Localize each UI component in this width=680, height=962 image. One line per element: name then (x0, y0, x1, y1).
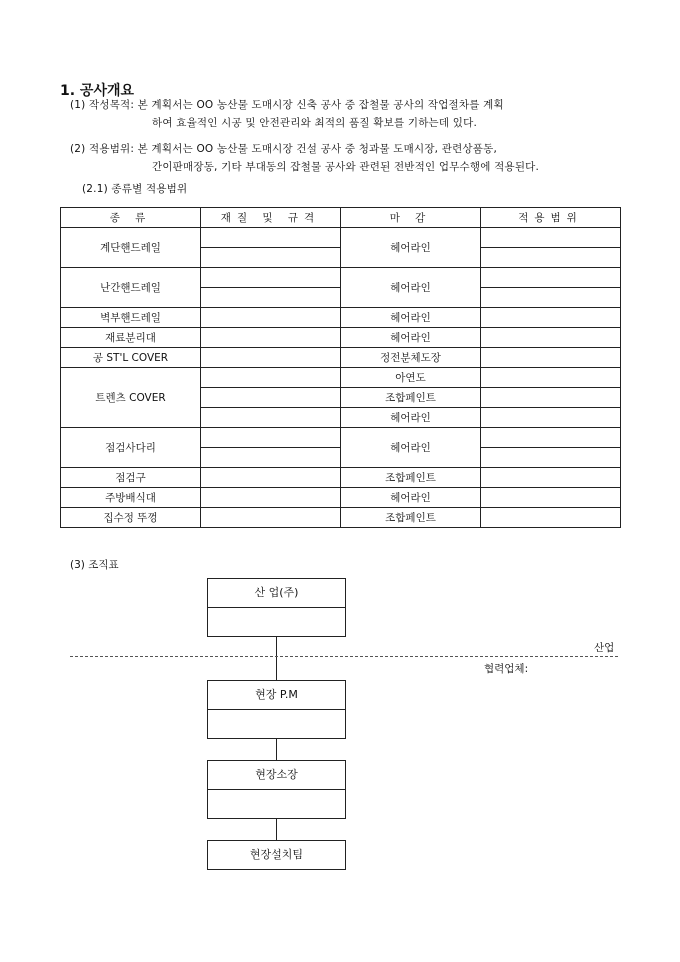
cell-kind: 집수정 뚜껑 (61, 508, 201, 528)
scope-sub-label: (2.1) 종류별 적용범위 (82, 183, 188, 195)
org-side-partner: 협력업체: (484, 663, 529, 675)
org-box-site-manager (207, 760, 346, 819)
purpose-line1: 본 계획서는 OO 농산물 도매시장 신축 공사 중 잡철물 공사의 작업절차를 계획 (137, 99, 504, 111)
table-row (61, 228, 621, 248)
cell-finish: 헤어라인 (341, 308, 481, 328)
cell-kind: 점검사다리 (61, 428, 201, 468)
org-connector (276, 738, 277, 760)
table-row (61, 468, 621, 488)
table-row (61, 348, 621, 368)
cell-kind: 난간핸드레일 (61, 268, 201, 308)
cell-finish: 헤어라인 (341, 408, 481, 428)
cell-finish: 조합페인트 (341, 468, 481, 488)
purpose-label: (1) 작성목적: (70, 99, 135, 111)
cell-finish: 조합페인트 (341, 388, 481, 408)
table-row (61, 328, 621, 348)
scope-line2: 간이판매장동, 기타 부대동의 잡철물 공사와 관련된 전반적인 업무수행에 적용된다. (152, 161, 540, 173)
org-box-install-team: 현장설치팀 (207, 840, 346, 870)
header-scope: 적용범위 (481, 208, 621, 228)
cell-finish: 헤어라인 (341, 328, 481, 348)
cell-kind: 점검구 (61, 468, 201, 488)
cell-kind: 공 ST'L COVER (61, 348, 201, 368)
scope-table (60, 207, 621, 528)
cell-kind: 벽부핸드레일 (61, 308, 201, 328)
header-spec: 재질 및 규격 (201, 208, 341, 228)
cell-finish: 조합페인트 (341, 508, 481, 528)
cell-finish: 헤어라인 (341, 428, 481, 468)
table-header-row (61, 208, 621, 228)
cell-finish: 아연도 (341, 368, 481, 388)
org-box-company (207, 578, 346, 637)
purpose-line2: 하여 효율적인 시공 및 안전관리와 최적의 품질 확보를 기하는데 있다. (152, 117, 477, 129)
cell-finish: 헤어라인 (341, 268, 481, 308)
header-kind: 종 류 (61, 208, 201, 228)
org-connector (276, 636, 277, 680)
table-row (61, 368, 621, 388)
section-title: 1. 공사개요 (60, 83, 135, 99)
header-finish: 마 감 (341, 208, 481, 228)
scope-paragraph (70, 140, 497, 158)
scope-line1: 본 계획서는 OO 농산물 도매시장 건설 공사 중 청과물 도매시장, 관련상품동, (137, 143, 497, 155)
org-connector (276, 818, 277, 840)
cell-kind: 계단핸드레일 (61, 228, 201, 268)
cell-kind: 재료분리대 (61, 328, 201, 348)
table-row (61, 488, 621, 508)
table-row (61, 308, 621, 328)
org-box-pm-title: 현장 P.M (208, 681, 345, 710)
org-box-site-manager-title: 현장소장 (208, 761, 345, 790)
cell-finish: 헤어라인 (341, 228, 481, 268)
scope-label: (2) 적용범위: (70, 143, 135, 155)
table-row (61, 428, 621, 448)
org-box-pm (207, 680, 346, 739)
cell-finish: 헤어라인 (341, 488, 481, 508)
table-row (61, 508, 621, 528)
cell-finish: 정전분체도장 (341, 348, 481, 368)
org-divider-line (70, 656, 618, 657)
table-row (61, 268, 621, 288)
purpose-paragraph (70, 96, 504, 114)
org-side-company: 산업 (594, 642, 615, 654)
org-chart-label: (3) 조직표 (70, 559, 119, 571)
org-box-company-title: 산 업(주) (208, 579, 345, 608)
cell-kind: 주방배식대 (61, 488, 201, 508)
cell-kind: 트렌츠 COVER (61, 368, 201, 428)
